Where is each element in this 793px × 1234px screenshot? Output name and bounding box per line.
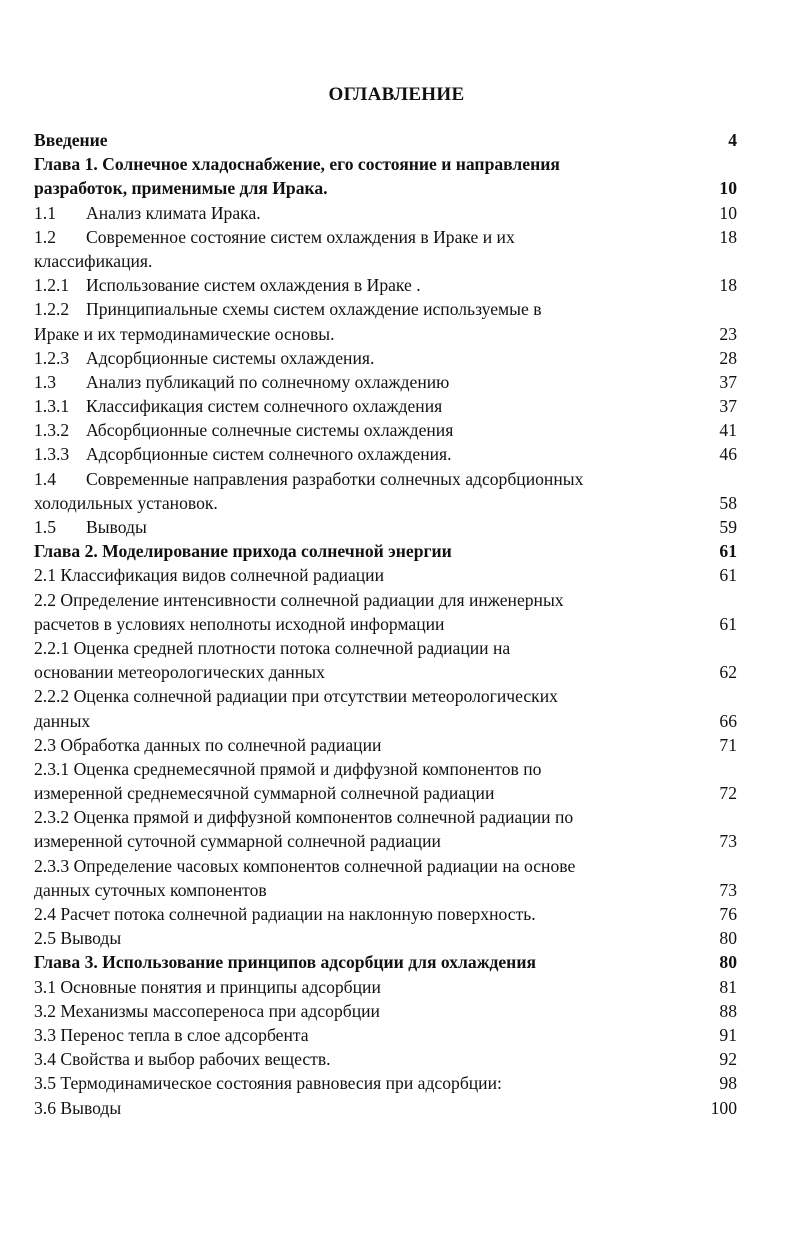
toc-entry <box>34 442 737 466</box>
toc-entry <box>34 201 737 225</box>
toc-entry-text: Глава 3. Использование принципов адсорбции для охлаждения <box>34 952 536 973</box>
page-number: 92 <box>719 1049 737 1070</box>
toc-entry <box>34 757 737 805</box>
toc-entry-text: 2.2.2 Оценка солнечной радиации при отсутствии метеорологических <box>34 686 558 707</box>
toc-entry <box>34 805 737 853</box>
toc-entry-line <box>34 297 737 321</box>
toc-entry-text: Принципиальные схемы систем охлаждение используемые в <box>86 299 542 320</box>
toc-entry <box>34 346 737 370</box>
section-number: 1.2.1 <box>34 275 70 296</box>
section-number: 1.1 <box>34 202 56 223</box>
page-number: 41 <box>719 420 737 441</box>
toc-entry-text: Использование систем охлаждения в Ираке . <box>86 275 421 296</box>
page-number: 62 <box>719 662 737 683</box>
toc-entry-line <box>34 539 737 563</box>
toc-entry-line <box>34 781 737 805</box>
toc-entry <box>34 515 737 539</box>
toc-entry-line <box>34 1023 737 1047</box>
toc-entry-line <box>34 636 737 660</box>
toc-entry-text: 2.1 Классификация видов солнечной радиации <box>34 565 384 586</box>
toc-entry-text: Анализ климата Ирака. <box>86 202 261 223</box>
toc-entry-line <box>34 273 737 297</box>
toc-entry-line <box>34 878 737 902</box>
section-number: 1.2 <box>34 226 56 247</box>
toc-entry <box>34 128 737 152</box>
page-number: 88 <box>719 1000 737 1021</box>
page-title: ОГЛАВЛЕНИЕ <box>328 84 465 105</box>
page-number: 71 <box>719 734 737 755</box>
page-number: 98 <box>719 1073 737 1094</box>
toc-entry-text: 3.4 Свойства и выбор рабочих веществ. <box>34 1049 331 1070</box>
toc-entry <box>34 588 737 636</box>
toc-entry-line <box>34 370 737 394</box>
toc-entry <box>34 394 737 418</box>
toc-entry-line <box>34 733 737 757</box>
toc-entry-text: 2.3.1 Оценка среднемесячной прямой и диффузной компонентов по <box>34 758 542 779</box>
toc-entry-text: Классификация систем солнечного охлаждения <box>86 396 443 417</box>
table-of-contents <box>34 128 737 1120</box>
page-number: 80 <box>719 928 737 949</box>
page-number: 18 <box>719 275 737 296</box>
toc-entry-text: 2.3.2 Оценка прямой и диффузной компонентов солнечной радиации по <box>34 807 574 828</box>
toc-entry <box>34 1096 737 1120</box>
toc-entry-line <box>34 684 737 708</box>
toc-entry-line <box>34 346 737 370</box>
toc-entry <box>34 854 737 902</box>
toc-entry <box>34 273 737 297</box>
toc-entry <box>34 902 737 926</box>
page-number: 58 <box>719 492 737 513</box>
toc-entry-line <box>34 322 737 346</box>
toc-entry-text: Адсорбционные систем солнечного охлаждения. <box>86 444 452 465</box>
page-number: 61 <box>719 565 737 586</box>
toc-entry-text: разработок, применимые для Ирака. <box>34 178 328 199</box>
toc-entry-text: 3.6 Выводы <box>34 1097 122 1118</box>
page-number: 66 <box>719 710 737 731</box>
toc-entry-line <box>34 950 737 974</box>
page-number: 46 <box>719 444 737 465</box>
toc-entry <box>34 1071 737 1095</box>
toc-entry-line <box>34 660 737 684</box>
toc-entry-text: классификация. <box>34 250 153 271</box>
toc-entry-line <box>34 249 737 273</box>
toc-entry-line <box>34 394 737 418</box>
page-number: 28 <box>719 347 737 368</box>
page-number: 18 <box>719 226 737 247</box>
toc-entry-line <box>34 999 737 1023</box>
section-number: 1.3.1 <box>34 396 70 417</box>
page-number: 61 <box>719 541 737 562</box>
page-number: 73 <box>719 879 737 900</box>
toc-entry-line <box>34 709 737 733</box>
page-number: 91 <box>719 1024 737 1045</box>
toc-entry-text: Современные направления разработки солнечных адсорбционных <box>86 468 584 489</box>
toc-entry-text: основании метеорологических данных <box>34 662 325 683</box>
toc-entry-text: 2.2 Определение интенсивности солнечной радиации для инженерных <box>34 589 564 610</box>
page-number: 73 <box>719 831 737 852</box>
toc-entry <box>34 418 737 442</box>
toc-entry-text: расчетов в условиях неполноты исходной информации <box>34 613 445 634</box>
toc-entry-text: измеренной среднемесячной суммарной солнечной радиации <box>34 783 495 804</box>
toc-entry-text: 2.5 Выводы <box>34 928 122 949</box>
toc-entry-text: 3.5 Термодинамическое состояния равновесия при адсорбции: <box>34 1073 502 1094</box>
toc-entry-line <box>34 1096 737 1120</box>
section-number: 1.5 <box>34 517 56 537</box>
toc-entry-line <box>34 1071 737 1095</box>
toc-entry <box>34 370 737 394</box>
toc-entry <box>34 975 737 999</box>
toc-entry-text: Выводы <box>86 517 147 537</box>
toc-entry-text: холодильных установок. <box>34 492 218 513</box>
toc-entry-line <box>34 176 737 200</box>
section-number: 1.2.3 <box>34 347 70 368</box>
toc-entry-line <box>34 926 737 950</box>
toc-entry-line <box>34 902 737 926</box>
toc-entry-line <box>34 975 737 999</box>
page-number: 61 <box>719 613 737 634</box>
toc-entry-line <box>34 757 737 781</box>
toc-entry-text: 3.2 Механизмы массопереноса при адсорбции <box>34 1000 380 1021</box>
toc-entry-line <box>34 588 737 612</box>
page-number: 81 <box>719 976 737 997</box>
toc-entry <box>34 733 737 757</box>
toc-entry-line <box>34 563 737 587</box>
toc-entry-line <box>34 225 737 249</box>
toc-entry-text: Современное состояние систем охлаждения в Ираке и их <box>86 226 515 247</box>
page-number: 10 <box>719 178 737 199</box>
page-number: 23 <box>719 323 737 344</box>
toc-entry-line <box>34 829 737 853</box>
toc-entry-text: 3.1 Основные понятия и принципы адсорбции <box>34 976 381 997</box>
toc-entry <box>34 684 737 732</box>
toc-entry-line <box>34 201 737 225</box>
toc-entry-line <box>34 418 737 442</box>
section-number: 1.3 <box>34 371 56 392</box>
toc-entry-text: 2.3.3 Определение часовых компонентов солнечной радиации на основе <box>34 855 576 876</box>
toc-entry-text: 2.2.1 Оценка средней плотности потока солнечной радиации на <box>34 637 511 658</box>
toc-entry <box>34 539 737 563</box>
toc-entry-text: Введение <box>34 130 108 150</box>
toc-entry-line <box>34 467 737 491</box>
toc-entry-text: Анализ публикаций по солнечному охлаждению <box>86 371 450 392</box>
toc-entry <box>34 563 737 587</box>
page-number: 37 <box>719 396 737 417</box>
toc-entry <box>34 297 737 345</box>
toc-entry <box>34 926 737 950</box>
toc-entry <box>34 152 737 200</box>
toc-entry-text: данных суточных компонентов <box>34 879 267 900</box>
toc-entry-text: 2.4 Расчет потока солнечной радиации на наклонную поверхность. <box>34 904 536 924</box>
toc-entry-text: Адсорбционные системы охлаждения. <box>86 347 375 368</box>
toc-entry-line <box>34 128 737 152</box>
toc-entry-text: 2.3 Обработка данных по солнечной радиации <box>34 734 382 755</box>
toc-entry <box>34 225 737 273</box>
toc-entry <box>34 636 737 684</box>
toc-entry <box>34 467 737 515</box>
toc-entry <box>34 999 737 1023</box>
page-number: 80 <box>719 952 737 973</box>
toc-entry <box>34 1023 737 1047</box>
toc-entry-line <box>34 515 737 539</box>
section-number: 1.3.2 <box>34 420 70 441</box>
toc-entry-line <box>34 442 737 466</box>
section-number: 1.2.2 <box>34 299 70 320</box>
toc-entry-text: данных <box>34 710 91 731</box>
toc-entry-line <box>34 854 737 878</box>
page-number: 37 <box>719 371 737 392</box>
toc-entry-line <box>34 152 737 176</box>
toc-entry-line <box>34 612 737 636</box>
page-number: 76 <box>719 904 737 924</box>
toc-entry-text: измеренной суточной суммарной солнечной радиации <box>34 831 441 852</box>
page-number: 100 <box>710 1097 737 1118</box>
toc-entry <box>34 1047 737 1071</box>
page-number: 4 <box>728 130 737 150</box>
page-number: 72 <box>719 783 737 804</box>
toc-entry-text: 3.3 Перенос тепла в слое адсорбента <box>34 1024 309 1045</box>
toc-entry <box>34 950 737 974</box>
page-number: 59 <box>719 517 737 537</box>
toc-entry-text: Глава 1. Солнечное хладоснабжение, его состояние и направления <box>34 154 560 175</box>
toc-entry-text: Абсорбционные солнечные системы охлаждения <box>86 420 454 441</box>
section-number: 1.4 <box>34 468 56 489</box>
page-number: 10 <box>719 202 737 223</box>
toc-entry-line <box>34 805 737 829</box>
toc-entry-text: Глава 2. Моделирование прихода солнечной энергии <box>34 541 452 562</box>
toc-entry-line <box>34 491 737 515</box>
toc-entry-text: Ираке и их термодинамические основы. <box>34 323 335 344</box>
section-number: 1.3.3 <box>34 444 70 465</box>
toc-entry-line <box>34 1047 737 1071</box>
